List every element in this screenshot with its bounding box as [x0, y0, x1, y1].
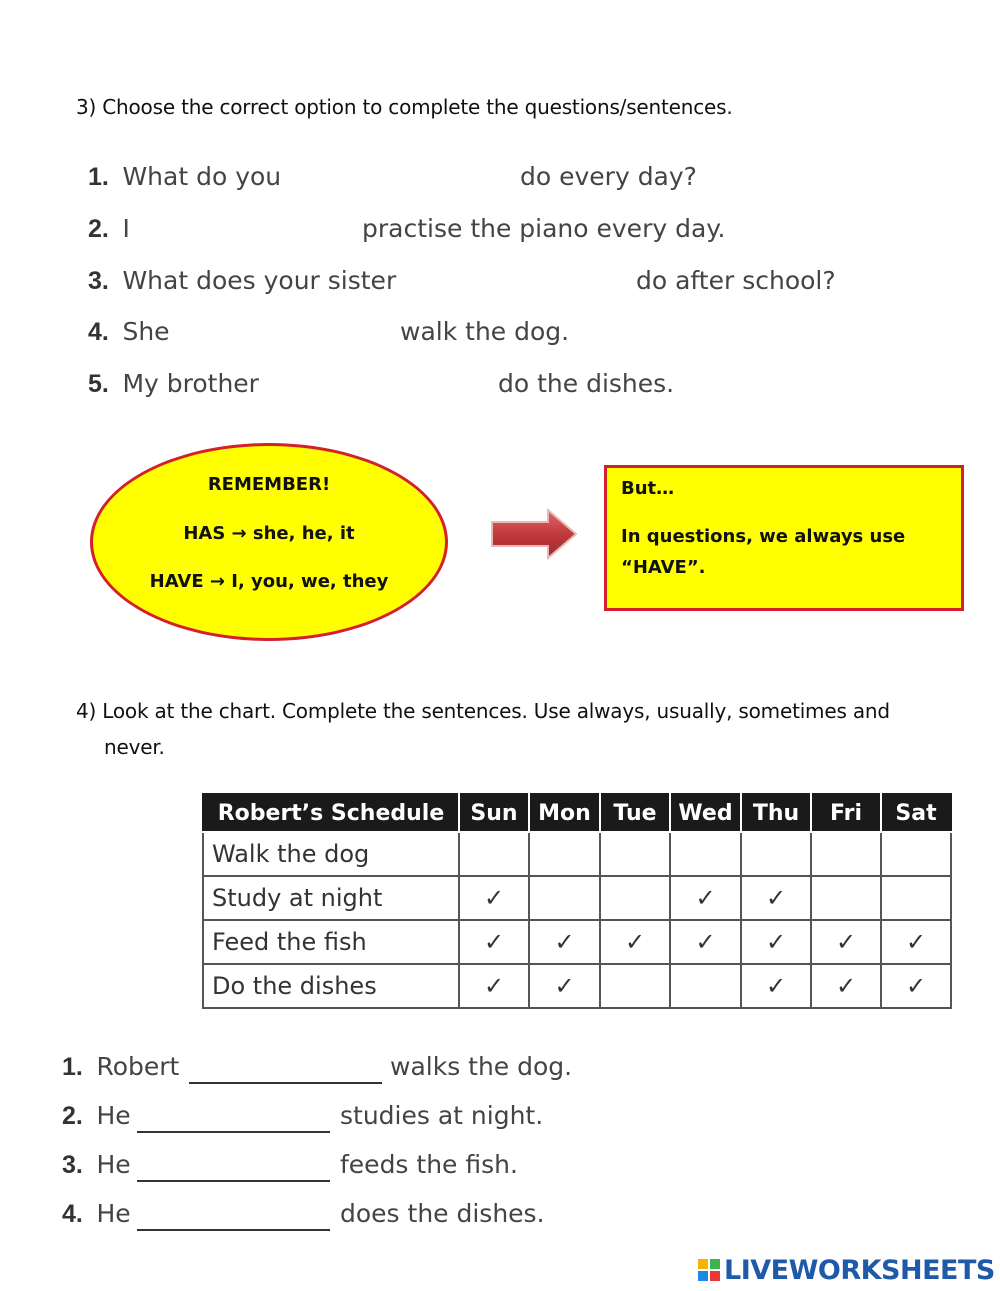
- mark-cell: [741, 832, 811, 876]
- ex3-answer-2[interactable]: [145, 216, 359, 248]
- ex4-answer-2[interactable]: [137, 1101, 334, 1133]
- ex3-item-2: [88, 214, 130, 244]
- item-number: 5.: [88, 370, 109, 398]
- ex4-sentence-4: [62, 1199, 131, 1229]
- mark-cell: ✓: [600, 920, 670, 964]
- item-number: 2.: [88, 215, 109, 243]
- exercise-3-instruction: 3) Choose the correct option to complete the questions/sentences.: [76, 95, 733, 119]
- item-number: 1.: [62, 1053, 83, 1081]
- item-text-after: do the dishes.: [498, 369, 675, 398]
- mark-cell: [881, 832, 951, 876]
- mark-cell: ✓: [811, 964, 881, 1008]
- ex3-item-4: [88, 317, 170, 347]
- mark-cell: [811, 876, 881, 920]
- table-row: [203, 964, 951, 1008]
- ex3-answer-1[interactable]: [300, 164, 514, 196]
- item-number: 3.: [88, 267, 109, 295]
- mark-cell: [670, 964, 741, 1008]
- activity-cell: Walk the dog: [203, 832, 459, 876]
- item-number: 2.: [62, 1102, 83, 1130]
- mark-cell: [881, 876, 951, 920]
- item-text-after: do after school?: [636, 266, 836, 295]
- item-text-after: walk the dog.: [400, 317, 570, 346]
- item-number: 4.: [88, 318, 109, 346]
- ex3-answer-3[interactable]: [415, 268, 629, 300]
- exercise-4-instruction-cont: never.: [104, 735, 165, 759]
- schedule-table: [202, 793, 952, 1009]
- mark-cell: ✓: [881, 920, 951, 964]
- note-rule: In questions, we always use “HAVE”.: [621, 526, 906, 578]
- activity-cell: Study at night: [203, 876, 459, 920]
- item-text-after: do every day?: [520, 162, 697, 191]
- mark-cell: [529, 832, 600, 876]
- sentence-before: He: [96, 1150, 131, 1179]
- mark-cell: ✓: [459, 876, 529, 920]
- header-day: Sat: [881, 794, 951, 832]
- header-title: Robert’s Schedule: [203, 794, 459, 832]
- mark-cell: [600, 832, 670, 876]
- mark-cell: ✓: [741, 876, 811, 920]
- header-day: Mon: [529, 794, 600, 832]
- mark-cell: [529, 876, 600, 920]
- table-row: [203, 920, 951, 964]
- brand-name: LIVEWORKSHEETS: [724, 1254, 995, 1286]
- item-text-before: I: [122, 214, 130, 243]
- mark-cell: ✓: [459, 964, 529, 1008]
- item-number: 3.: [62, 1151, 83, 1179]
- item-text-before: She: [122, 317, 170, 346]
- item-text-after: practise the piano every day.: [362, 214, 726, 243]
- liveworksheets-logo-icon: [698, 1259, 720, 1281]
- ex3-item-1: [88, 162, 281, 192]
- sentence-before: He: [96, 1199, 131, 1228]
- remember-title: REMEMBER!: [207, 474, 331, 495]
- sentence-after: studies at night.: [340, 1101, 544, 1130]
- sentence-after: does the dishes.: [340, 1199, 545, 1228]
- item-text-before: My brother: [122, 369, 259, 398]
- mark-cell: ✓: [741, 964, 811, 1008]
- mark-cell: [811, 832, 881, 876]
- mark-cell: [600, 964, 670, 1008]
- sentence-after: walks the dog.: [390, 1052, 573, 1081]
- mark-cell: ✓: [741, 920, 811, 964]
- item-text-before: What do you: [122, 162, 282, 191]
- mark-cell: [670, 832, 741, 876]
- header-day: Sun: [459, 794, 529, 832]
- mark-cell: ✓: [670, 920, 741, 964]
- sentence-after: feeds the fish.: [340, 1150, 518, 1179]
- mark-cell: [600, 876, 670, 920]
- exercise-4-instruction: 4) Look at the chart. Complete the sentences. Use always, usually, sometimes and: [76, 699, 890, 723]
- mark-cell: ✓: [811, 920, 881, 964]
- have-rule: HAVE → I, you, we, they: [149, 571, 389, 592]
- table-header-row: [203, 794, 951, 832]
- ex3-answer-5[interactable]: [278, 371, 492, 403]
- ex4-answer-3[interactable]: [137, 1150, 334, 1182]
- header-day: Wed: [670, 794, 741, 832]
- right-arrow-icon: [490, 508, 580, 560]
- ex3-item-5: [88, 369, 259, 399]
- item-number: 4.: [62, 1200, 83, 1228]
- ex4-answer-4[interactable]: [137, 1199, 334, 1231]
- item-number: 1.: [88, 163, 109, 191]
- mark-cell: [459, 832, 529, 876]
- liveworksheets-logo: [698, 1252, 995, 1288]
- ex4-sentence-2: [62, 1101, 131, 1131]
- header-day: Fri: [811, 794, 881, 832]
- ex4-sentence-1: [62, 1052, 179, 1082]
- note-but: But…: [621, 478, 675, 499]
- mark-cell: ✓: [529, 920, 600, 964]
- remember-oval: [90, 443, 448, 641]
- mark-cell: ✓: [459, 920, 529, 964]
- mark-cell: ✓: [670, 876, 741, 920]
- table-row: [203, 876, 951, 920]
- activity-cell: Do the dishes: [203, 964, 459, 1008]
- ex3-item-3: [88, 266, 396, 296]
- activity-cell: Feed the fish: [203, 920, 459, 964]
- mark-cell: ✓: [881, 964, 951, 1008]
- header-day: Tue: [600, 794, 670, 832]
- note-box: [604, 465, 964, 611]
- header-day: Thu: [741, 794, 811, 832]
- table-row: [203, 832, 951, 876]
- sentence-before: Robert: [96, 1052, 180, 1081]
- ex4-sentence-3: [62, 1150, 131, 1180]
- ex4-answer-1[interactable]: [189, 1052, 386, 1084]
- has-rule: HAS → she, he, it: [183, 523, 355, 544]
- ex3-answer-4[interactable]: [180, 319, 394, 351]
- item-text-before: What does your sister: [122, 266, 397, 295]
- sentence-before: He: [96, 1101, 131, 1130]
- mark-cell: ✓: [529, 964, 600, 1008]
